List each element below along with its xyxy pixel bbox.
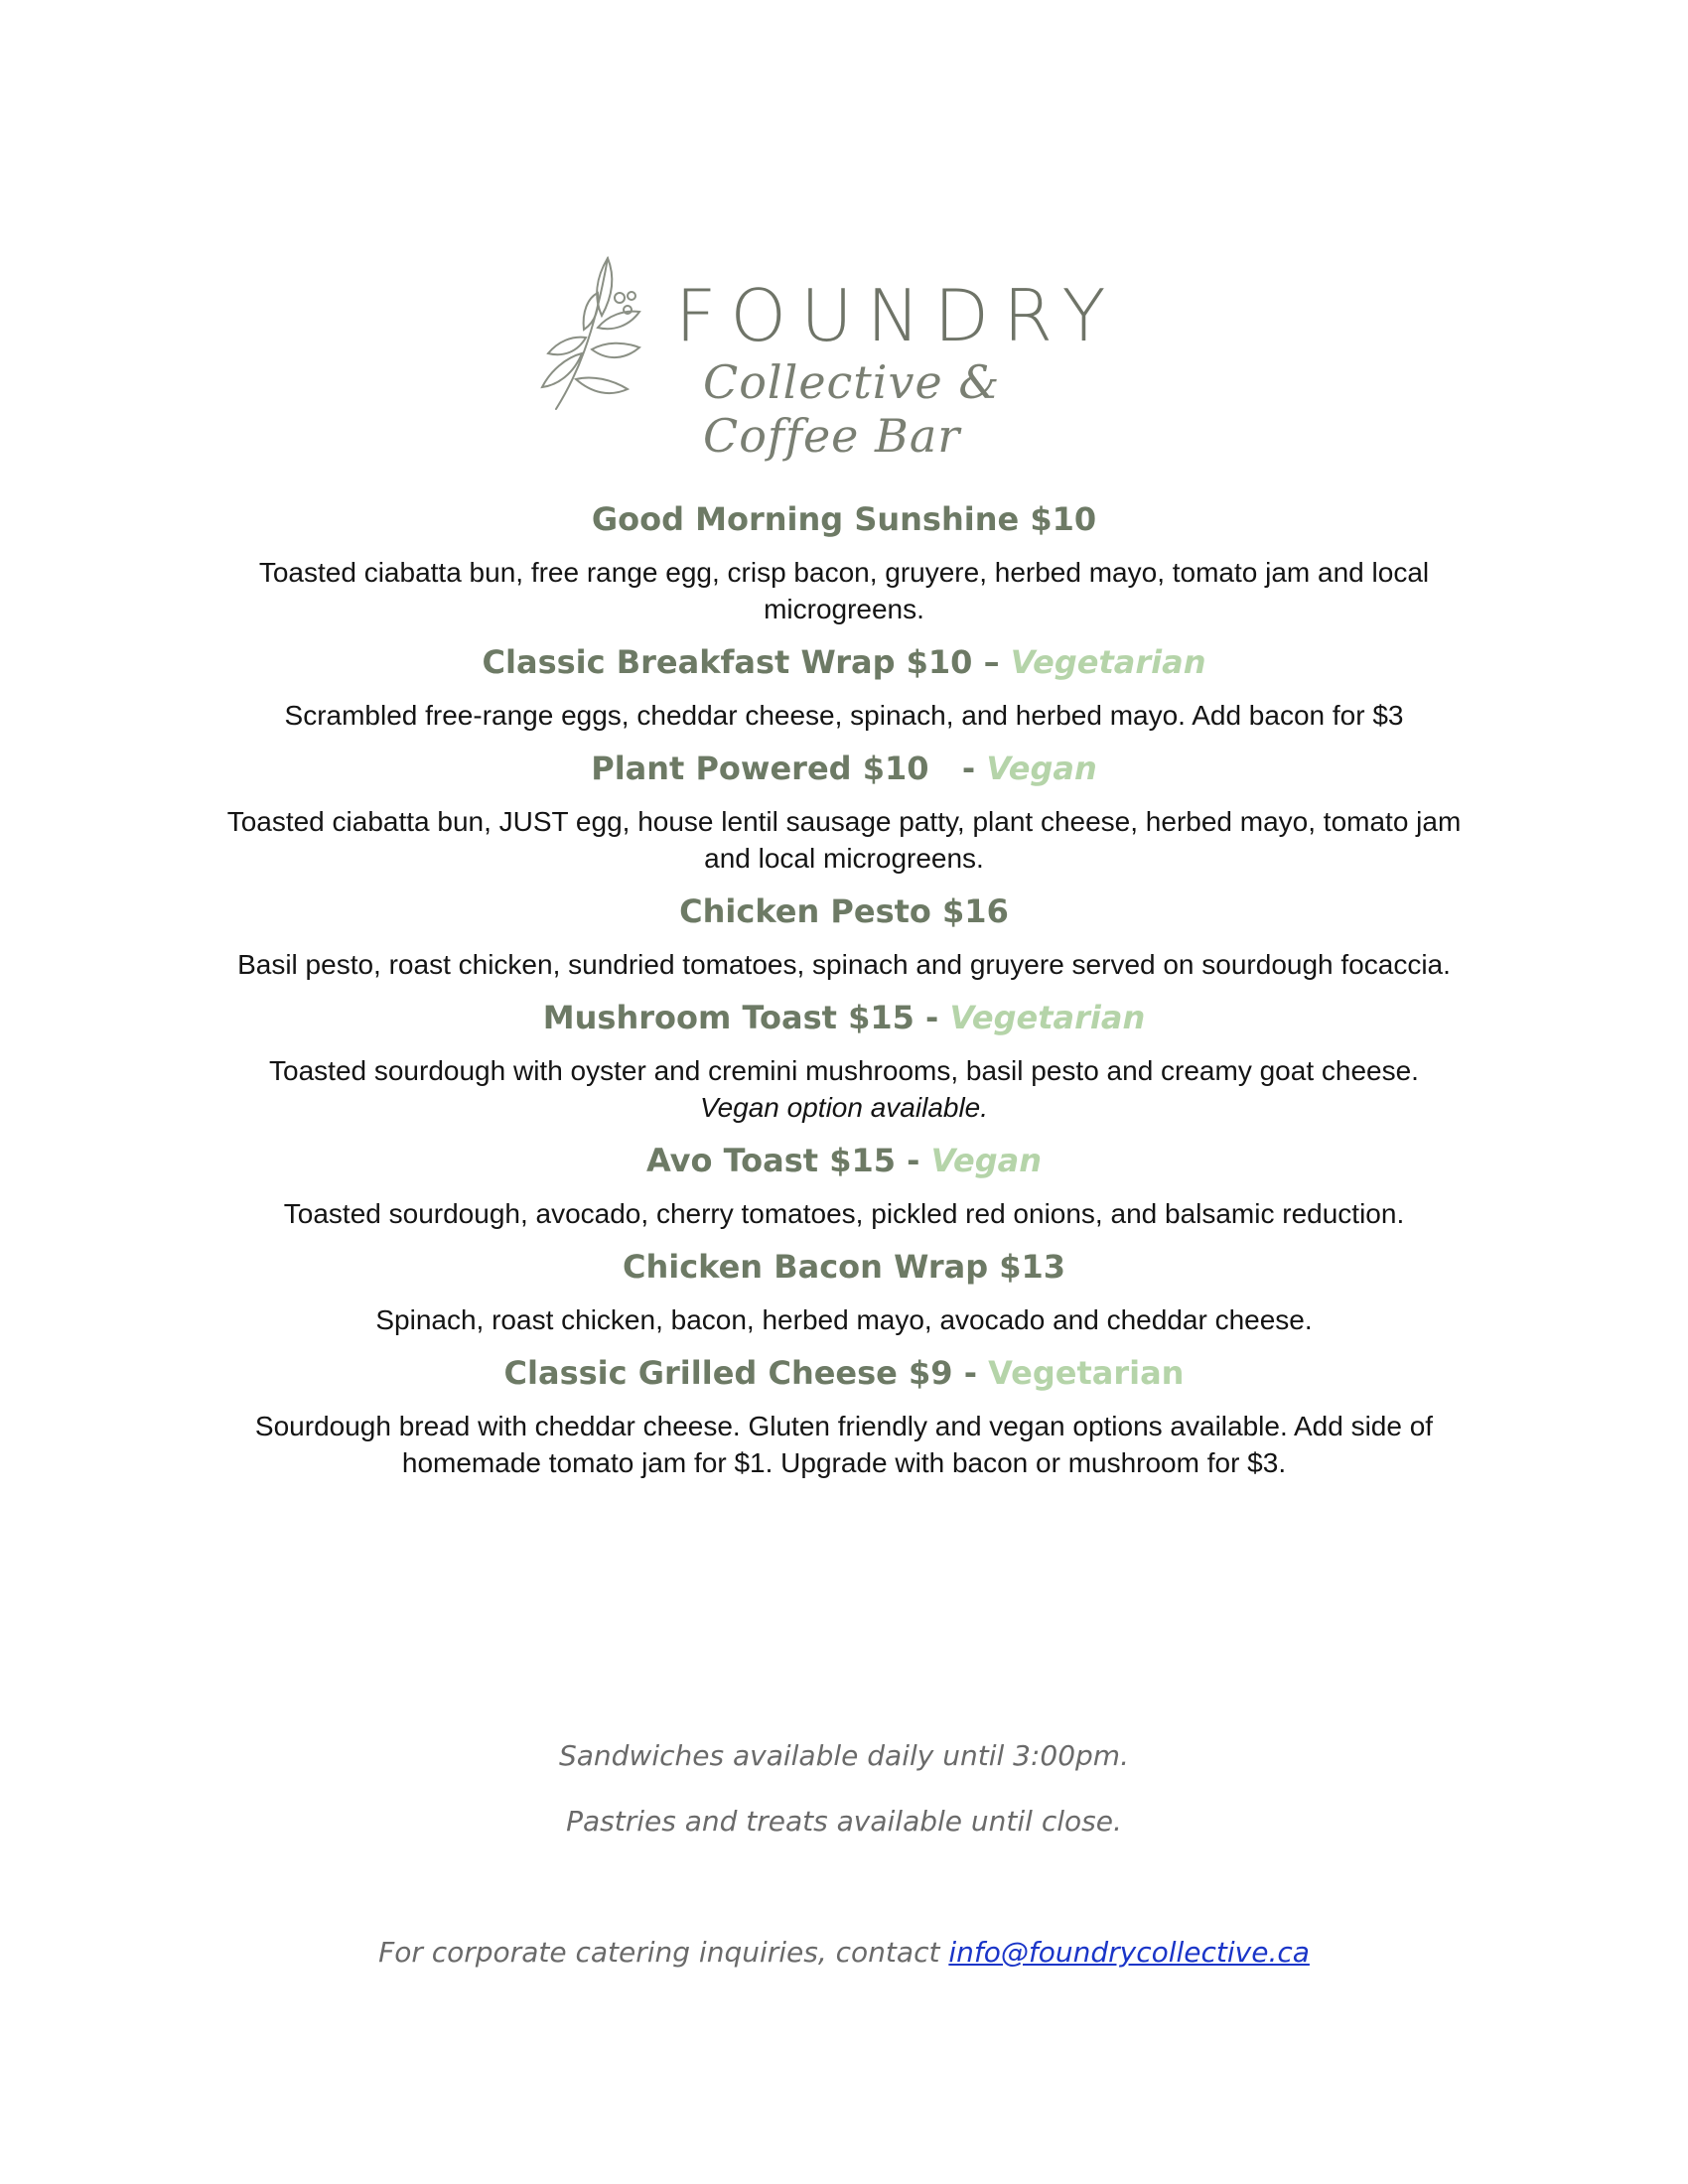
item-title: Classic Breakfast Wrap $10 – Vegetarian [482,643,1206,681]
item-title: Classic Grilled Cheese $9 - Vegetarian [503,1354,1185,1392]
item-description: Scrambled free-range eggs, cheddar cheese, spinach, and herbed mayo. Add bacon for $3 [284,700,1404,731]
item-description-text: Toasted sourdough with oyster and cremini mushrooms, basil pesto and creamy goat cheese. [269,1055,1419,1086]
item-title: Mushroom Toast $15 - Vegetarian [542,999,1146,1036]
menu-item [149,1138,1539,1232]
item-description: Toasted ciabatta bun, JUST egg, house lentil sausage patty, plant cheese, herbed mayo, tomato jam and local microgreens. [226,806,1462,874]
item-title: Chicken Pesto $16 [679,892,1009,930]
catering-text: For corporate catering inquiries, contact [378,1936,949,1969]
catering-note [149,1936,1539,1969]
pastry-availability-note: Pastries and treats available until close. [566,1805,1122,1838]
dietary-tag: Vegetarian [949,999,1146,1036]
brand-tagline: Collective & Coffee Bar [703,355,1001,463]
item-description: Basil pesto, roast chicken, sundried tomatoes, spinach and gruyere served on sourdough focaccia. [237,949,1451,980]
menu-item [149,746,1539,877]
item-note: Vegan option available. [699,1092,989,1123]
menu-item [149,995,1539,1126]
item-title: Plant Powered $10 - Vegan [591,750,1097,787]
menu-item [149,1244,1539,1338]
item-description: Toasted sourdough, avocado, cherry tomatoes, pickled red onions, and balsamic reduction. [283,1198,1405,1229]
item-description: Sourdough bread with cheddar cheese. Gluten friendly and vegan options available. Add side of homemade tomato jam for $1. Upgrade with bacon or mushroom for $3. [254,1411,1434,1478]
dietary-tag: Vegan [930,1142,1043,1179]
item-description [218,1052,1470,1126]
catering-email-link[interactable]: info@foundrycollective.ca [948,1936,1310,1969]
menu-item [149,496,1539,627]
dietary-tag: Vegan [986,750,1097,787]
item-description: Toasted ciabatta bun, free range egg, crisp bacon, gruyere, herbed mayo, tomato jam and local microgreens. [258,557,1430,624]
dietary-tag: Vegetarian [988,1354,1185,1392]
item-title: Good Morning Sunshine $10 [591,500,1097,538]
sandwich-availability-note: Sandwiches available daily until 3:00pm. [559,1739,1129,1772]
menu-item [149,639,1539,734]
menu-item [149,888,1539,983]
item-description: Spinach, roast chicken, bacon, herbed mayo, avocado and cheddar cheese. [375,1304,1313,1335]
brand-name: FOUNDRY [675,274,1120,357]
item-title: Avo Toast $15 - Vegan [645,1142,1043,1179]
logo [536,238,1132,463]
menu-list [149,496,1539,1481]
item-title: Chicken Bacon Wrap $13 [622,1248,1066,1286]
olive-branch-icon [536,238,665,417]
menu-item [149,1350,1539,1481]
dietary-tag: Vegetarian [1010,643,1206,681]
